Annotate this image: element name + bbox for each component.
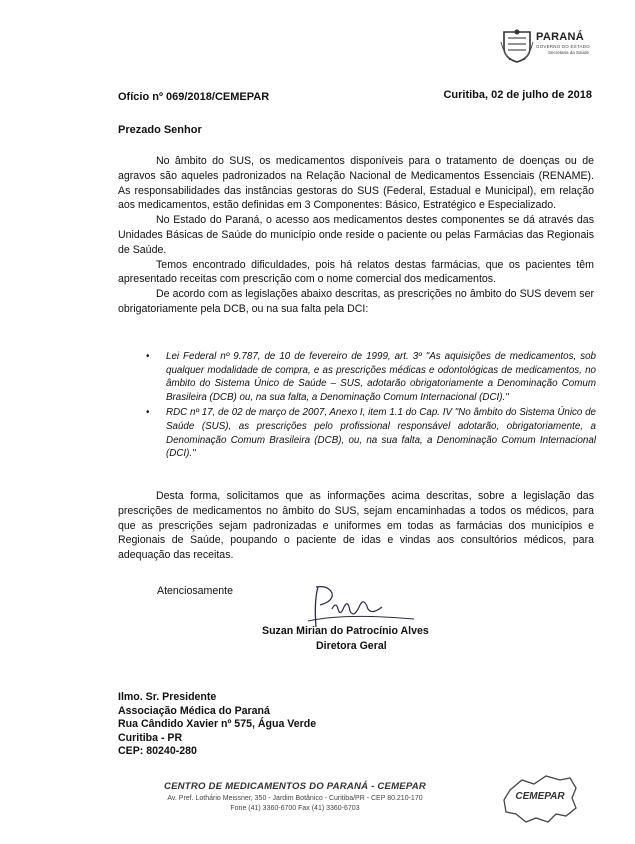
bullet-icon: •: [146, 407, 150, 419]
state-crest-icon: [500, 28, 534, 64]
body-paragraph: No Estado do Paraná, o acesso aos medicamentos destes componentes se dá através das Unidades Básicas de Saúde do município onde reside o paciente ou pelas Farmácias das Regionais de Saúde.: [118, 214, 594, 256]
bullet-icon: •: [146, 351, 150, 362]
letterhead-department: Secretaria da Saúde: [548, 50, 590, 55]
recipient-line: Curitiba - PR: [118, 731, 183, 744]
legislation-item: [146, 350, 596, 404]
letterhead-state: PARANÁ: [536, 31, 585, 43]
handwritten-signature: [306, 583, 416, 631]
sign-off: Atenciosamente: [157, 585, 233, 597]
recipient-address: [118, 691, 316, 759]
letter-reference: Ofício nº 069/2018/CEMEPAR: [118, 91, 270, 103]
recipient-line: Rua Cândido Xavier nº 575, Água Verde: [118, 718, 317, 731]
body-paragraph: No âmbito do SUS, os medicamentos disponíveis para o tratamento de doenças ou de agravos são aqueles padronizados na Relação Nacional de Medicamentos Essenciais (RENAME). As responsabilidades das instâncias gestoras do SUS (Federal, Estadual e Municipal), em relação aos medicamentos, estão definidas em 3 Componentes: Básico, Estratégico e Especializado.: [118, 155, 594, 212]
letter-date: Curitiba, 02 de julho de 2018: [443, 89, 592, 101]
footer-title: CENTRO DE MEDICAMENTOS DO PARANÁ - CEMEPAR: [163, 781, 427, 792]
footer-phones: Fone (41) 3360-6700 Fax (41) 3360-6703: [230, 805, 360, 812]
letterhead-government: GOVERNO DO ESTADO: [536, 44, 590, 49]
body-paragraph: Temos encontrado dificuldades, pois há relatos destas farmácias, que os pacientes têm apresentado receitas com prescrição com o nome comercial dos medicamentos.: [118, 258, 594, 286]
signer-name: Suzan Mirian do Patrocínio Alves: [262, 625, 429, 637]
salutation: Prezado Senhor: [118, 124, 202, 136]
letterhead: [500, 28, 620, 68]
closing-paragraph: Desta forma, solicitamos que as informações acima descritas, sobre a legislação das prescrições de medicamentos no âmbito do SUS, sejam encaminhadas a todos os médicos, para que as prescrições sejam padronizadas e uniformes em todas as farmácias dos municípios e Regionais de Saúde, poupando o paciente de idas e vindas aos consultórios médicos, para adequação das receitas.: [118, 490, 594, 562]
signer-role: Diretora Geral: [316, 640, 387, 652]
footer: [130, 781, 460, 812]
recipient-line: CEP: 80240-280: [118, 745, 197, 758]
recipient-line: Ilmo. Sr. Presidente: [118, 691, 217, 703]
recipient-line: Associação Médica do Paraná: [118, 704, 270, 717]
footer-address: Av. Pref. Lothário Meissner, 350 - Jardim Botânico - Curitiba/PR - CEP 80.210-170: [167, 795, 423, 802]
legislation-list: [146, 350, 596, 463]
legislation-item: [146, 406, 596, 460]
footer-logo-text: CEMEPAR: [515, 791, 565, 802]
letter-body: [118, 154, 594, 317]
body-paragraph: De acordo com as legislações abaixo descritas, as prescrições no âmbito do SUS devem ser obrigatoriamente pela DCB, ou na sua falta pela DCI:: [118, 288, 594, 315]
legislation-text: Lei Federal nº 9.787, de 10 de fevereiro de 1999, art. 3º "As aquisições de medicamentos, sob qualquer modalidade de compra, e as prescrições médicas e odontológicas de medicamentos, no âmbito do Sistema Único de Saúde – SUS, adotarão obrigatoriamente a Denominação Comum Brasileira (DCB) ou, na sua falta, a Denominação Comum Internacional (DCI).": [166, 351, 596, 403]
legislation-text: RDC nº 17, de 02 de março de 2007, Anexo I, item 1.1 do Cap. IV "No âmbito do Sistema Único de Saúde (SUS), as prescrições pelo profissional responsável adotarão, obrigatoriamente, a Denominação Comum Brasileira (DCB), ou, na sua falta, a Denominação Comum Internacional (DCI).": [166, 407, 596, 460]
